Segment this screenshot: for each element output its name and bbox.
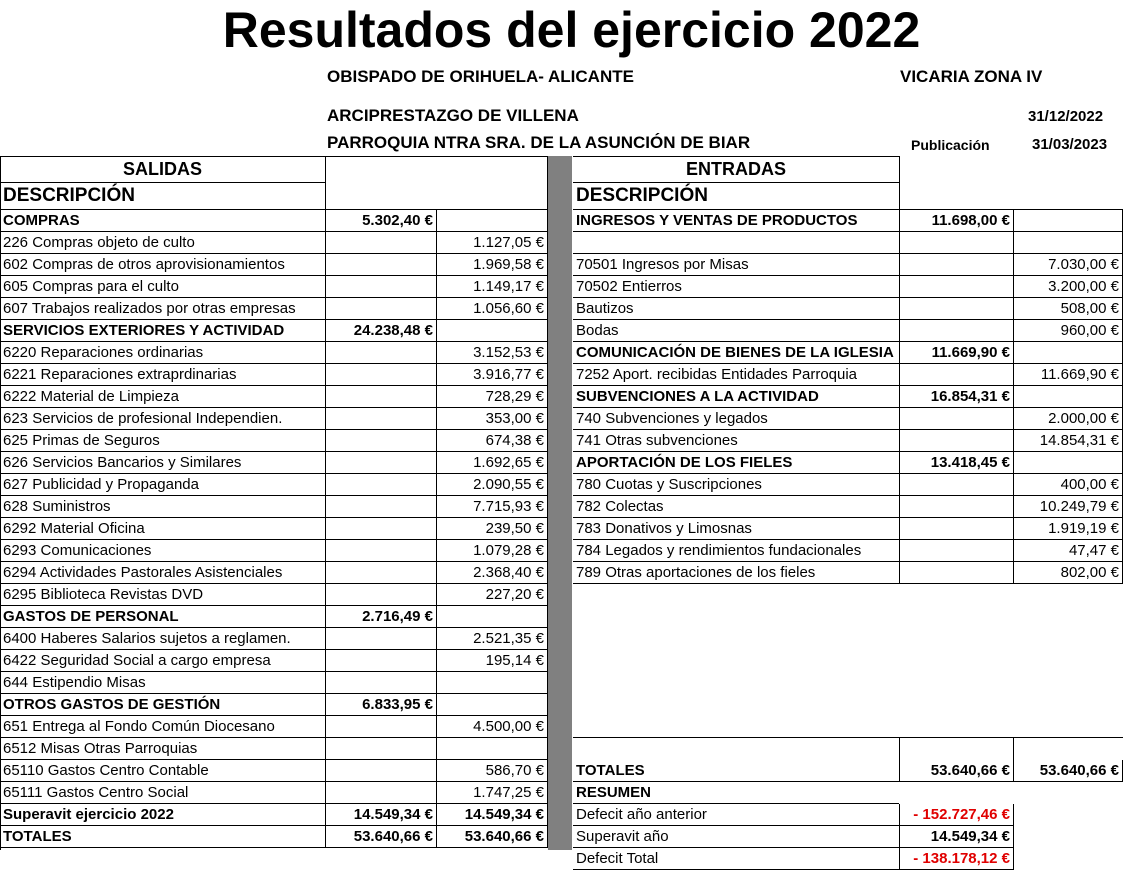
parroquia-label: PARROQUIA NTRA SRA. DE LA ASUNCIÓN DE BIAR xyxy=(327,133,751,152)
salidas-row-label: 6293 Comunicaciones xyxy=(3,542,152,559)
entradas-row-label xyxy=(573,232,899,254)
salidas-row-amount xyxy=(436,210,547,232)
arciprestazgo-label: ARCIPRESTAZGO DE VILLENA xyxy=(327,106,579,125)
salidas-group-amount xyxy=(325,254,436,276)
grid-line xyxy=(899,848,900,870)
salidas-group-label: GASTOS DE PERSONAL xyxy=(3,608,179,625)
salidas-title: SALIDAS xyxy=(122,159,202,179)
salidas-group-amount: 5.302,40 € xyxy=(362,212,433,229)
salidas-row-label: 6400 Haberes Salarios sujetos a reglamen. xyxy=(3,630,291,647)
entradas-row-amount: 400,00 € xyxy=(1060,476,1119,493)
entradas-row-label: 783 Donativos y Limosnas xyxy=(576,520,752,537)
entradas-group-amount xyxy=(899,254,1013,276)
grid-line xyxy=(573,209,1123,210)
resumen-row-value: 14.549,34 € xyxy=(930,828,1010,845)
salidas-group-amount: 14.549,34 € xyxy=(353,806,433,823)
resumen-row-value: - 152.727,46 € xyxy=(913,806,1010,823)
grid-line xyxy=(1122,760,1123,782)
salidas-group-amount xyxy=(325,782,436,804)
entradas-group-amount: 11.698,00 € xyxy=(931,212,1010,229)
grid-line xyxy=(1013,848,1014,870)
salidas-group-amount: 24.238,48 € xyxy=(353,322,433,339)
salidas-group-amount xyxy=(325,452,436,474)
salidas-row-label: 602 Compras de otros aprovisionamientos xyxy=(3,256,285,273)
entradas-row-label: 70501 Ingresos por Misas xyxy=(576,256,749,273)
salidas-row-amount: 239,50 € xyxy=(485,520,544,537)
entradas-group-label: INGRESOS Y VENTAS DE PRODUCTOS xyxy=(576,212,858,229)
grid-line xyxy=(899,826,900,848)
grid-line xyxy=(899,760,900,782)
entradas-row-amount: 3.200,00 € xyxy=(1048,278,1119,295)
salidas-group-amount xyxy=(325,518,436,540)
salidas-row-amount: 7.715,93 € xyxy=(473,498,544,515)
grid-line xyxy=(0,847,547,848)
salidas-row-label: 6221 Reparaciones extraprdinarias xyxy=(3,366,237,383)
grid-line xyxy=(573,737,1123,738)
salidas-row-amount: 195,14 € xyxy=(485,652,544,669)
resumen-title: RESUMEN xyxy=(576,784,652,801)
salidas-row-amount: 4.500,00 € xyxy=(473,718,544,735)
entradas-row-amount xyxy=(1013,386,1122,408)
entradas-row-label: 782 Colectas xyxy=(576,498,664,515)
entradas-row-amount: 2.000,00 € xyxy=(1048,410,1119,427)
grid-line xyxy=(547,156,548,848)
resumen-row-label: Superavit año xyxy=(576,828,669,845)
entradas-row-label: 740 Subvenciones y legados xyxy=(576,410,768,427)
salidas-group-amount xyxy=(325,738,436,760)
salidas-row-amount xyxy=(436,320,547,342)
publicacion-label: Publicación xyxy=(911,137,990,153)
salidas-group-amount xyxy=(325,232,436,254)
salidas-row-amount: 2.521,35 € xyxy=(473,630,544,647)
salidas-row-label: 605 Compras para el culto xyxy=(3,278,179,295)
salidas-row-label: 6422 Seguridad Social a cargo empresa xyxy=(3,652,271,669)
salidas-row-amount xyxy=(436,694,547,716)
entradas-row-amount xyxy=(1013,210,1122,232)
salidas-row-label: 628 Suministros xyxy=(3,498,111,515)
salidas-row-amount: 1.056,60 € xyxy=(473,300,544,317)
entradas-group-amount: 16.854,31 € xyxy=(930,388,1010,405)
salidas-row-label: 65110 Gastos Centro Contable xyxy=(3,762,209,779)
salidas-row-amount: 1.747,25 € xyxy=(473,784,544,801)
salidas-row-label: 6292 Material Oficina xyxy=(3,520,145,537)
salidas-row-label: 626 Servicios Bancarios y Similares xyxy=(3,454,242,471)
page-title: Resultados del ejercicio 2022 xyxy=(222,2,921,58)
entradas-title: ENTRADAS xyxy=(685,159,786,179)
entradas-group-amount xyxy=(899,408,1013,430)
grid-line xyxy=(573,583,1123,584)
salidas-group-amount xyxy=(325,342,436,364)
entradas-row-label: 741 Otras subvenciones xyxy=(576,432,738,449)
entradas-row-amount: 47,47 € xyxy=(1068,542,1119,559)
resumen-row-value: - 138.178,12 € xyxy=(913,850,1010,867)
salidas-row-amount: 1.149,17 € xyxy=(473,278,544,295)
grid-line xyxy=(899,156,900,584)
salidas-group-amount xyxy=(325,276,436,298)
salidas-row-amount: 3.152,53 € xyxy=(473,344,544,361)
salidas-group-amount xyxy=(325,562,436,584)
grid-line xyxy=(1013,210,1014,584)
salidas-group-amount: 2.716,49 € xyxy=(362,608,433,625)
salidas-group-amount xyxy=(325,474,436,496)
entradas-row-label: Bodas xyxy=(576,322,619,339)
results-table xyxy=(0,156,1143,867)
entradas-group-label: APORTACIÓN DE LOS FIELES xyxy=(576,454,793,471)
vicaria-label: VICARIA ZONA IV xyxy=(900,67,1043,86)
salidas-group-amount xyxy=(325,298,436,320)
entradas-row-amount: 10.249,79 € xyxy=(1039,498,1119,515)
salidas-group-amount xyxy=(325,760,436,782)
resumen-row-label: Defecit año anterior xyxy=(576,806,707,823)
grid-line xyxy=(325,156,326,848)
salidas-group-label: SERVICIOS EXTERIORES Y ACTIVIDAD xyxy=(3,322,285,339)
salidas-row-amount xyxy=(436,672,547,694)
salidas-row-amount: 586,70 € xyxy=(485,762,544,779)
entradas-row-amount: 11.669,90 € xyxy=(1040,366,1119,383)
entradas-row-amount xyxy=(1013,342,1122,364)
salidas-row-label: 65111 Gastos Centro Social xyxy=(3,784,189,801)
entradas-row-label: Bautizos xyxy=(576,300,634,317)
entradas-row-amount: 1.919,19 € xyxy=(1048,520,1119,537)
entradas-group-label: SUBVENCIONES A LA ACTIVIDAD xyxy=(576,388,819,405)
entradas-row-amount: 802,00 € xyxy=(1060,564,1119,581)
salidas-row-amount xyxy=(436,738,547,760)
grid-line xyxy=(0,156,1,850)
entradas-row-label: 784 Legados y rendimientos fundacionales xyxy=(576,542,862,559)
grid-line xyxy=(436,210,437,848)
salidas-row-label: 625 Primas de Seguros xyxy=(3,432,160,449)
salidas-group-amount xyxy=(325,386,436,408)
entradas-group-amount xyxy=(899,496,1013,518)
grid-line xyxy=(0,209,547,210)
entradas-desc-header: DESCRIPCIÓN xyxy=(576,185,708,206)
grid-line xyxy=(1122,210,1123,584)
salidas-group-amount xyxy=(325,408,436,430)
entradas-row-amount: 960,00 € xyxy=(1060,322,1119,339)
salidas-row-amount: 14.549,34 € xyxy=(464,806,544,823)
entradas-row-amount xyxy=(1013,232,1122,254)
fecha-cierre: 31/12/2022 xyxy=(1028,108,1104,125)
salidas-group-label: COMPRAS xyxy=(3,212,80,229)
entradas-row-label: 780 Cuotas y Suscripciones xyxy=(576,476,762,493)
entradas-row-label: 7252 Aport. recibidas Entidades Parroquia xyxy=(576,366,858,383)
entradas-row-amount: 508,00 € xyxy=(1060,300,1119,317)
grid-line xyxy=(1013,738,1014,760)
grid-line xyxy=(899,804,900,826)
entradas-group-label: COMUNICACIÓN DE BIENES DE LA IGLESIA xyxy=(576,344,894,361)
salidas-row-amount: 2.090,55 € xyxy=(473,476,544,493)
salidas-row-label: 6222 Material de Limpieza xyxy=(3,388,179,405)
salidas-row-label: 627 Publicidad y Propaganda xyxy=(3,476,199,493)
salidas-row-label: 651 Entrega al Fondo Común Diocesano xyxy=(3,718,275,735)
entradas-group-amount xyxy=(899,518,1013,540)
salidas-row-label: 6295 Biblioteca Revistas DVD xyxy=(3,586,204,603)
entradas-row-amount: 7.030,00 € xyxy=(1048,256,1119,273)
entradas-group-amount: 11.669,90 € xyxy=(931,344,1010,361)
salidas-row-amount: 1.079,28 € xyxy=(473,542,544,559)
salidas-row-label: 6294 Actividades Pastorales Asistenciales xyxy=(3,564,283,581)
salidas-row-amount: 2.368,40 € xyxy=(473,564,544,581)
salidas-row-label: 6512 Misas Otras Parroquias xyxy=(3,740,198,757)
entradas-group-amount xyxy=(899,430,1013,452)
salidas-row-amount: 1.969,58 € xyxy=(473,256,544,273)
grid-line xyxy=(899,738,900,760)
entradas-group-amount xyxy=(899,474,1013,496)
salidas-row-label: 226 Compras objeto de culto xyxy=(3,234,195,251)
salidas-group-amount xyxy=(325,496,436,518)
salidas-row-amount: 227,20 € xyxy=(485,586,544,603)
salidas-group-amount: 53.640,66 € xyxy=(353,828,433,845)
grid-line xyxy=(0,182,325,183)
entradas-row-label: 70502 Entierros xyxy=(576,278,682,295)
salidas-group-amount xyxy=(325,430,436,452)
salidas-row-amount xyxy=(436,606,547,628)
salidas-group-amount xyxy=(325,672,436,694)
entradas-group-amount xyxy=(899,320,1013,342)
grid-line xyxy=(1013,804,1014,826)
salidas-group-label: TOTALES xyxy=(3,828,72,845)
salidas-group-amount xyxy=(325,650,436,672)
salidas-row-amount: 728,29 € xyxy=(485,388,544,405)
entradas-totales-label: TOTALES xyxy=(576,762,645,779)
grid-line xyxy=(573,182,899,183)
salidas-row-amount: 1.692,65 € xyxy=(473,454,544,471)
fecha-publicacion: 31/03/2023 xyxy=(1032,136,1108,153)
grid-line xyxy=(0,156,547,157)
entradas-totales-group: 53.640,66 € xyxy=(930,762,1010,779)
entradas-group-amount xyxy=(899,298,1013,320)
salidas-group-amount: 6.833,95 € xyxy=(362,696,433,713)
entradas-group-amount xyxy=(899,364,1013,386)
salidas-group-amount xyxy=(325,584,436,606)
salidas-group-amount xyxy=(325,628,436,650)
entradas-totales-amount: 53.640,66 € xyxy=(1039,762,1119,779)
grid-line xyxy=(1013,826,1014,848)
salidas-row-label: 644 Estipendio Misas xyxy=(3,674,146,691)
entradas-group-amount xyxy=(899,276,1013,298)
column-separator xyxy=(548,156,572,850)
salidas-row-amount: 3.916,77 € xyxy=(473,366,544,383)
salidas-row-label: 607 Trabajos realizados por otras empresas xyxy=(3,300,296,317)
grid-line xyxy=(1013,760,1014,782)
entradas-group-amount xyxy=(899,540,1013,562)
entradas-group-amount: 13.418,45 € xyxy=(930,454,1010,471)
salidas-row-amount: 674,38 € xyxy=(485,432,544,449)
resumen-row-label: Defecit Total xyxy=(576,850,659,867)
obispado-label: OBISPADO DE ORIHUELA- ALICANTE xyxy=(327,67,634,86)
salidas-desc-header: DESCRIPCIÓN xyxy=(3,185,135,206)
salidas-row-label: 623 Servicios de profesional Independien. xyxy=(3,410,283,427)
entradas-row-amount: 14.854,31 € xyxy=(1039,432,1119,449)
salidas-group-label: Superavit ejercicio 2022 xyxy=(3,806,174,823)
salidas-row-amount: 353,00 € xyxy=(485,410,544,427)
salidas-row-amount: 53.640,66 € xyxy=(464,828,544,845)
salidas-group-label: OTROS GASTOS DE GESTIÓN xyxy=(3,696,221,713)
salidas-row-amount: 1.127,05 € xyxy=(473,234,544,251)
salidas-group-amount xyxy=(325,716,436,738)
salidas-row-label: 6220 Reparaciones ordinarias xyxy=(3,344,204,361)
grid-line xyxy=(573,156,899,157)
entradas-group-amount xyxy=(899,232,1013,254)
entradas-row-label: 789 Otras aportaciones de los fieles xyxy=(576,564,816,581)
salidas-group-amount xyxy=(325,540,436,562)
entradas-group-amount xyxy=(899,562,1013,584)
salidas-group-amount xyxy=(325,364,436,386)
entradas-row-amount xyxy=(1013,452,1122,474)
